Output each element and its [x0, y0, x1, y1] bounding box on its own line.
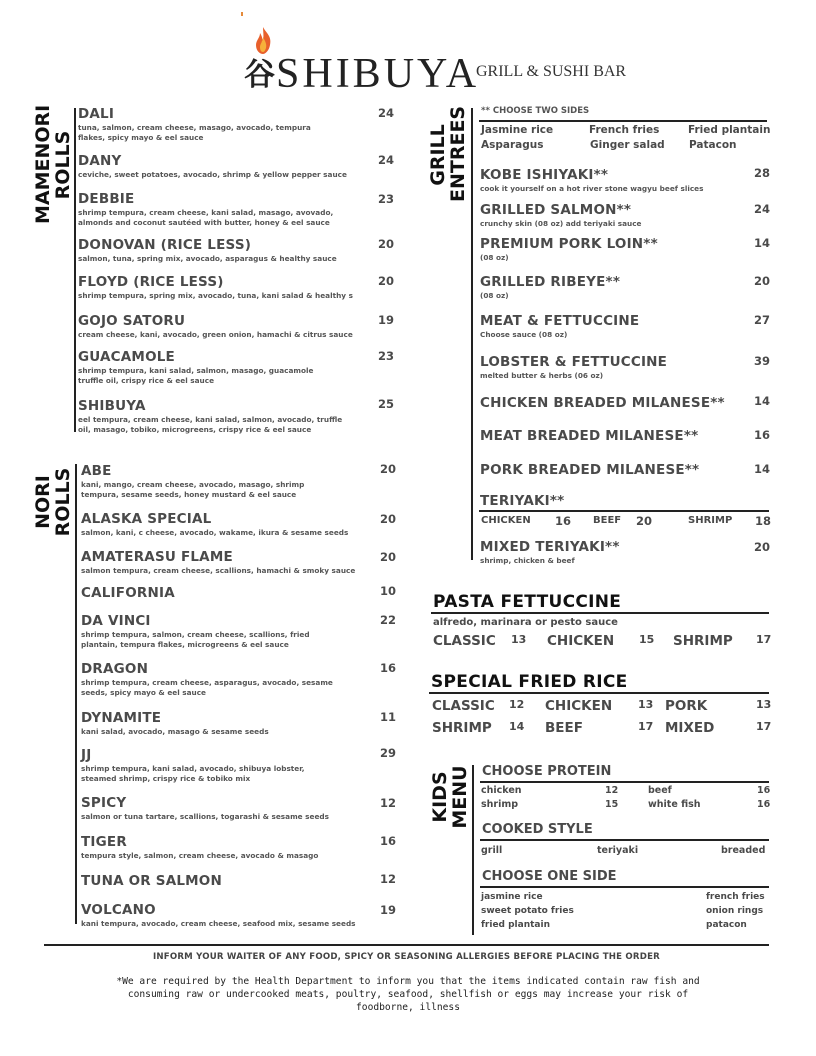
fried-rice-option-label: CHICKEN	[545, 698, 613, 714]
item-price: 20	[379, 512, 396, 526]
flame-icon	[252, 26, 274, 56]
item-name: CALIFORNIA	[81, 585, 175, 601]
mamenori-section-title: MAMENORI ROLLS	[32, 104, 74, 224]
item-price: 23	[377, 349, 394, 363]
pasta-option-price: 13	[511, 633, 527, 646]
item-name: GUACAMOLE	[78, 349, 175, 365]
item-price: 14	[753, 236, 770, 250]
item-price: 12	[379, 872, 396, 886]
pasta-option-label: SHRIMP	[673, 633, 733, 649]
item-desc: (08 oz)	[480, 253, 509, 262]
item-desc: shrimp tempura, cream cheese, kani salad, masago, avovado, almonds and coconut sautéed with butter, honey & eel sauce	[78, 208, 334, 227]
teriyaki-option-price: 20	[636, 514, 653, 528]
item-name: CHICKEN BREADED MILANESE**	[480, 395, 725, 411]
allergy-warning: INFORM YOUR WAITER OF ANY FOOD, SPICY OR SEASONING ALLERGIES BEFORE PLACING THE ORDER	[153, 952, 660, 962]
menu-item	[81, 549, 371, 576]
kids-side-option: jasmine rice	[481, 892, 543, 902]
teriyaki-underline	[479, 510, 769, 512]
item-price: 27	[753, 313, 770, 327]
kids-style-option: grill	[481, 845, 503, 856]
pasta-option-label: CLASSIC	[433, 633, 496, 649]
menu-item	[480, 354, 750, 381]
kids-protein-label: chicken	[481, 785, 522, 796]
item-desc: shrimp, chicken & beef	[480, 556, 575, 565]
item-name: KOBE ISHIYAKI**	[480, 167, 609, 183]
kids-side-underline	[480, 886, 769, 888]
teriyaki-option-price: 18	[755, 514, 772, 528]
item-desc: Choose sauce (08 oz)	[480, 330, 568, 339]
menu-item	[81, 463, 371, 499]
item-name: DALI	[78, 106, 115, 122]
teriyaki-option-label: CHICKEN	[481, 515, 531, 526]
kids-protein-title: CHOOSE PROTEIN	[482, 764, 612, 779]
teriyaki-item	[480, 493, 750, 509]
item-price: 28	[753, 166, 770, 180]
item-price: 16	[753, 428, 770, 442]
item-desc: salmon or tuna tartare, scallions, togarashi & sesame seeds	[81, 812, 329, 821]
item-desc: salmon tempura, cream cheese, scallions, hamachi & smoky sauce	[81, 566, 356, 575]
item-name: GOJO SATORU	[78, 313, 186, 329]
item-price: 20	[377, 274, 394, 288]
item-price: 20	[379, 550, 396, 564]
menu-item	[480, 313, 750, 340]
fried-rice-option-label: BEEF	[545, 720, 583, 736]
kids-protein-label: white fish	[648, 799, 701, 810]
kids-side-option: french fries	[706, 892, 765, 902]
health-disclaimer: *We are required by the Health Department to inform you that the items indicated contain raw fish and consuming raw or undercooked meats, poultry, seafood, shellfish or eggs may increase your risk of foodborne, illness	[116, 976, 700, 1013]
side-option: Asparagus	[481, 139, 544, 151]
pasta-section-title: PASTA FETTUCCINE	[433, 592, 622, 612]
kids-protein-price: 16	[757, 799, 771, 810]
teriyaki-option-price: 16	[555, 514, 572, 528]
item-desc: shrimp tempura, spring mix, avocado, tuna, kani salad & healthy s	[78, 291, 353, 300]
logo-subtitle: GRILL & SUSHI BAR	[476, 63, 627, 80]
kids-section-title: KIDS MENU	[429, 765, 471, 829]
kids-style-option: teriyaki	[597, 845, 639, 856]
item-desc: melted butter & herbs (06 oz)	[480, 371, 604, 380]
pasta-underline	[431, 612, 769, 614]
side-option: Patacon	[689, 139, 737, 151]
item-name: DA VINCI	[81, 613, 151, 629]
item-name: MEAT & FETTUCCINE	[480, 313, 640, 329]
item-name: TERIYAKI**	[480, 493, 565, 509]
nori-section-title: NORI ROLLS	[32, 467, 74, 537]
fried-rice-option-price: 13	[756, 698, 772, 711]
menu-item	[81, 795, 371, 822]
sides-underline	[479, 120, 767, 122]
item-price: 12	[379, 796, 396, 810]
item-name: MEAT BREADED MILANESE**	[480, 428, 699, 444]
menu-item	[81, 710, 371, 737]
menu-item	[81, 661, 371, 697]
item-desc: cook it yourself on a hot river stone wagyu beef slices	[480, 184, 704, 193]
fried-rice-underline	[429, 692, 769, 694]
item-price: 22	[379, 613, 396, 627]
menu-item	[78, 274, 368, 301]
item-desc: kani tempura, avocado, cream cheese, seafood mix, sesame seeds	[81, 919, 356, 928]
item-name: DANY	[78, 153, 122, 169]
menu-item	[78, 349, 368, 385]
item-price: 20	[377, 237, 394, 251]
item-desc: (08 oz)	[480, 291, 509, 300]
menu-item	[81, 873, 371, 889]
item-desc: eel tempura, cream cheese, kani salad, salmon, avocado, truffle oil, masago, tobiko, microgreens, crispy rice & eel sauce	[78, 415, 343, 434]
menu-item	[78, 398, 368, 434]
item-price: 14	[753, 462, 770, 476]
kids-side-option: sweet potato fries	[481, 906, 574, 916]
kids-side-title: CHOOSE ONE SIDE	[482, 869, 617, 884]
item-name: SPICY	[81, 795, 127, 811]
kids-protein-label: shrimp	[481, 799, 519, 810]
logo-kanji: 谷	[244, 57, 275, 93]
item-desc: shrimp tempura, kani salad, salmon, masago, guacamole truffle oil, crispy rice & eel sauce	[78, 366, 314, 385]
fried-rice-option-price: 13	[638, 698, 654, 711]
kids-divider	[472, 765, 474, 935]
item-price: 10	[379, 584, 396, 598]
side-option: Fried plantain	[688, 124, 771, 136]
item-name: ALASKA SPECIAL	[81, 511, 212, 527]
item-desc: crunchy skin (08 oz) add teriyaki sauce	[480, 219, 642, 228]
menu-item	[480, 395, 750, 411]
fried-rice-option-label: CLASSIC	[432, 698, 495, 714]
menu-item	[480, 274, 750, 301]
item-desc: tempura style, salmon, cream cheese, avocado & masago	[81, 851, 319, 860]
pasta-option-price: 17	[756, 633, 772, 646]
kids-style-option: breaded	[721, 845, 766, 856]
fried-rice-option-label: MIXED	[665, 720, 715, 736]
kids-side-option: fried plantain	[481, 920, 550, 930]
item-name: PREMIUM PORK LOIN**	[480, 236, 658, 252]
item-name: JJ	[81, 747, 92, 763]
item-name: DONOVAN (RICE LESS)	[78, 237, 252, 253]
item-price: 19	[377, 313, 394, 327]
kids-protein-label: beef	[648, 785, 672, 796]
item-price: 24	[377, 106, 394, 120]
item-name: GRILLED RIBEYE**	[480, 274, 621, 290]
menu-item	[81, 747, 371, 783]
item-desc: shrimp tempura, salmon, cream cheese, scallions, fried plantain, tempura flakes, microgreens & eel sauce	[81, 630, 310, 649]
item-price: 23	[377, 192, 394, 206]
fried-rice-option-price: 17	[638, 720, 654, 733]
item-price: 39	[753, 354, 770, 368]
item-desc: shrimp tempura, kani salad, avocado, shibuya lobster, steamed shrimp, crispy rice & tobiko mix	[81, 764, 305, 783]
item-desc: kani salad, avocado, masago & sesame seeds	[81, 727, 269, 736]
menu-item	[78, 153, 368, 180]
kids-protein-price: 12	[605, 785, 619, 796]
fried-rice-option-label: SHRIMP	[432, 720, 492, 736]
item-name: MIXED TERIYAKI**	[480, 539, 620, 555]
menu-item	[78, 191, 368, 227]
item-name: TIGER	[81, 834, 127, 850]
nori-divider	[75, 464, 77, 924]
item-desc: kani, mango, cream cheese, avocado, masago, shrimp tempura, sesame seeds, honey mustard & eel sauce	[81, 480, 305, 499]
item-desc: salmon, tuna, spring mix, avocado, asparagus & healthy sauce	[78, 254, 337, 263]
fried-rice-section-title: SPECIAL FRIED RICE	[431, 672, 628, 692]
item-price: 20	[753, 540, 770, 554]
item-name: FLOYD (RICE LESS)	[78, 274, 224, 290]
item-name: LOBSTER & FETTUCCINE	[480, 354, 668, 370]
item-desc: tuna, salmon, cream cheese, masago, avocado, tempura flakes, spicy mayo & eel sauce	[78, 123, 311, 142]
kids-style-title: COOKED STYLE	[482, 822, 593, 837]
menu-item	[81, 585, 371, 601]
item-name: AMATERASU FLAME	[81, 549, 233, 565]
item-desc: shrimp tempura, cream cheese, asparagus, avocado, sesame seeds, spicy mayo & eel sauce	[81, 678, 333, 697]
item-name: DEBBIE	[78, 191, 135, 207]
restaurant-logo	[244, 26, 627, 97]
item-name: SHIBUYA	[78, 398, 146, 414]
menu-item	[81, 834, 371, 861]
item-desc: cream cheese, kani, avocado, green onion, hamachi & citrus sauce	[78, 330, 353, 339]
item-price: 11	[379, 710, 396, 724]
fried-rice-option-price: 17	[756, 720, 772, 733]
decorative-dot	[241, 12, 243, 16]
menu-item	[81, 902, 371, 929]
item-price: 20	[753, 274, 770, 288]
item-price: 16	[379, 834, 396, 848]
item-name: GRILLED SALMON**	[480, 202, 632, 218]
menu-item	[78, 237, 368, 264]
item-name: ABE	[81, 463, 112, 479]
fried-rice-option-price: 12	[509, 698, 525, 711]
teriyaki-option-label: BEEF	[593, 515, 622, 526]
menu-item	[81, 511, 371, 538]
mamenori-divider	[74, 108, 76, 432]
menu-item	[480, 462, 750, 478]
grill-section-title: GRILL ENTREES	[427, 105, 469, 202]
item-price: 24	[753, 202, 770, 216]
menu-item	[480, 236, 750, 263]
teriyaki-option-label: SHRIMP	[688, 515, 733, 526]
pasta-option-label: CHICKEN	[547, 633, 615, 649]
item-name: DYNAMITE	[81, 710, 162, 726]
item-price: 19	[379, 903, 396, 917]
pasta-option-price: 15	[639, 633, 655, 646]
fried-rice-option-price: 14	[509, 720, 525, 733]
side-option: Jasmine rice	[481, 124, 554, 136]
fried-rice-option-label: PORK	[665, 698, 708, 714]
footer-divider	[44, 944, 769, 946]
menu-item	[78, 106, 368, 142]
kids-protein-price: 16	[757, 785, 771, 796]
menu-item	[480, 202, 750, 229]
menu-item	[78, 313, 368, 340]
item-price: 16	[379, 661, 396, 675]
logo-name: SHIBUYA	[276, 51, 480, 97]
menu-item	[480, 167, 750, 194]
item-desc: salmon, kani, c cheese, avocado, wakame, ikura & sesame seeds	[81, 528, 349, 537]
item-price: 20	[379, 462, 396, 476]
grill-divider	[471, 108, 473, 560]
item-price: 24	[377, 153, 394, 167]
menu-item	[480, 428, 750, 444]
kids-side-option: patacon	[706, 920, 747, 930]
item-price: 29	[379, 746, 396, 760]
item-desc: ceviche, sweet potatoes, avocado, shrimp & yellow pepper sauce	[78, 170, 347, 179]
sides-note: ** CHOOSE TWO SIDES	[481, 106, 590, 116]
item-price: 25	[377, 397, 394, 411]
item-name: DRAGON	[81, 661, 149, 677]
menu-item	[480, 539, 750, 566]
item-price: 14	[753, 394, 770, 408]
pasta-note: alfredo, marinara or pesto sauce	[433, 617, 618, 628]
side-option: French fries	[589, 124, 660, 136]
item-name: VOLCANO	[81, 902, 156, 918]
kids-side-option: onion rings	[706, 906, 764, 916]
item-name: PORK BREADED MILANESE**	[480, 462, 700, 478]
kids-protein-underline	[480, 781, 769, 783]
kids-style-underline	[480, 839, 769, 841]
menu-item	[81, 613, 371, 649]
item-name: TUNA OR SALMON	[81, 873, 222, 889]
side-option: Ginger salad	[590, 139, 665, 151]
kids-protein-price: 15	[605, 799, 619, 810]
